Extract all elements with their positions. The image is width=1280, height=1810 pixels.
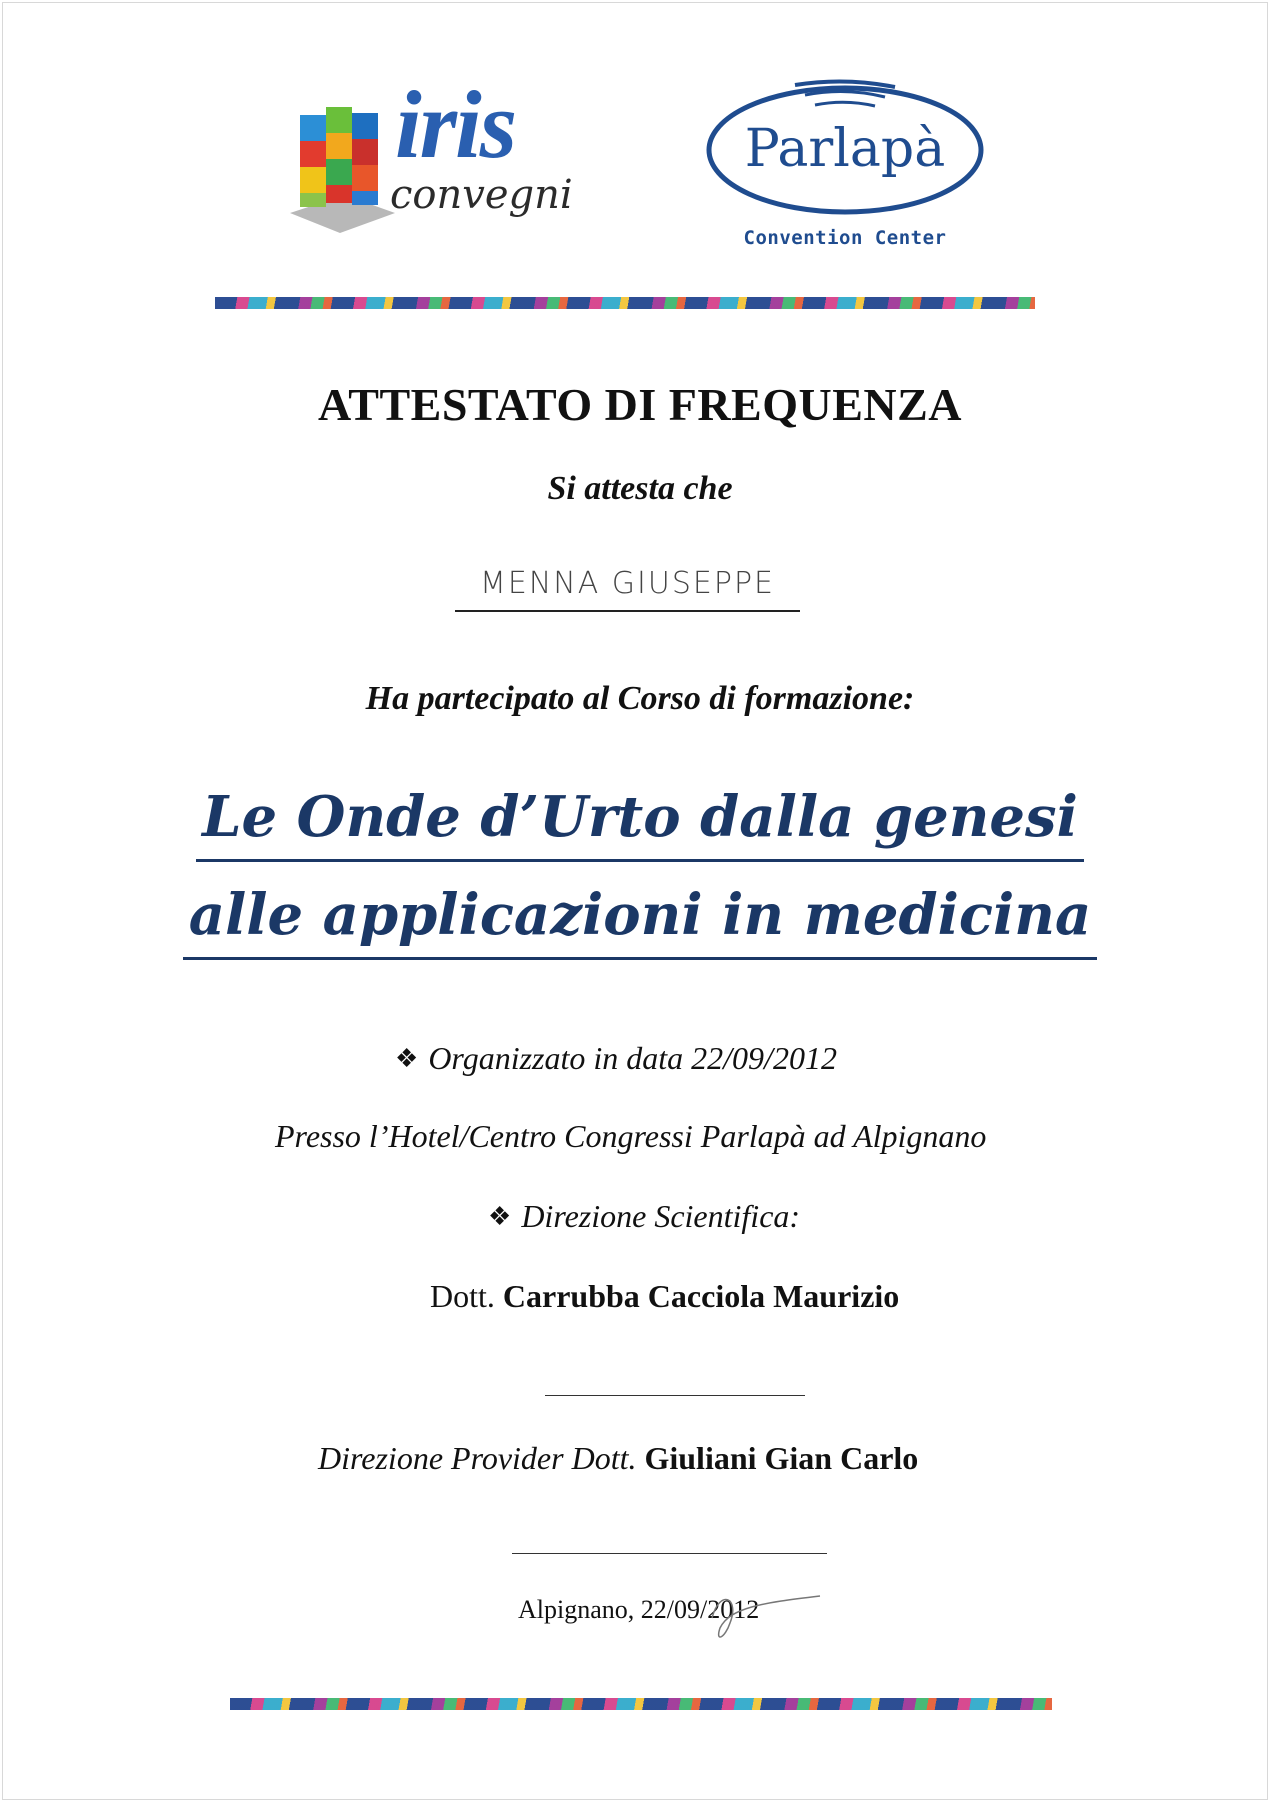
course-title-text-2: alle applicazioni in medicina xyxy=(183,873,1098,960)
place-and-date: Alpignano, 22/09/2012 xyxy=(518,1595,760,1624)
provider-prefix: Direzione Provider Dott. xyxy=(318,1440,637,1476)
signature-line-provider xyxy=(512,1553,827,1554)
iris-convegni-logo xyxy=(285,71,605,235)
scientific-director-prefix: Dott. xyxy=(430,1278,495,1314)
course-title-line-1 xyxy=(0,775,1280,862)
handwritten-signature-mark xyxy=(700,1578,830,1648)
scientific-direction-line xyxy=(488,1198,800,1235)
attest-line: Si attesta che xyxy=(547,470,733,507)
rubik-cube-logo-icon xyxy=(285,95,395,235)
course-title-line-2 xyxy=(0,873,1280,960)
iris-logo-subtitle: convegni xyxy=(390,172,573,218)
course-intro: Ha partecipato al Corso di formazione: xyxy=(365,680,915,717)
provider-line xyxy=(318,1440,918,1477)
parlapa-logo-word: Parlapà xyxy=(744,119,946,179)
venue-line: Presso l’Hotel/Centro Congressi Parlapà ad Alpignano xyxy=(275,1118,987,1154)
scientific-director-name: Carrubba Cacciola Maurizio xyxy=(502,1278,900,1314)
parlapa-logo xyxy=(700,75,990,255)
parlapa-logo-subtitle: Convention Center xyxy=(743,227,947,249)
diamond-bullet-icon: ❖ xyxy=(395,1044,419,1073)
signature-line-director xyxy=(545,1395,805,1396)
provider-name: Giuliani Gian Carlo xyxy=(644,1440,919,1476)
diamond-bullet-icon: ❖ xyxy=(488,1202,512,1231)
certificate-title: ATTESTATO DI FREQUENZA xyxy=(317,379,963,430)
scientific-director xyxy=(430,1278,899,1315)
course-title-text-1: Le Onde d’Urto dalla genesi xyxy=(196,775,1084,862)
organized-date-line xyxy=(395,1040,837,1077)
decorative-stripe-top xyxy=(215,297,1035,309)
organized-date-text: Organizzato in data 22/09/2012 xyxy=(428,1040,837,1076)
decorative-stripe-bottom xyxy=(230,1698,1052,1710)
iris-logo-word: iris xyxy=(395,71,516,178)
participant-name-field: MENNA GIUSEPPE xyxy=(455,560,800,612)
scientific-direction-label: Direzione Scientifica: xyxy=(521,1198,801,1234)
